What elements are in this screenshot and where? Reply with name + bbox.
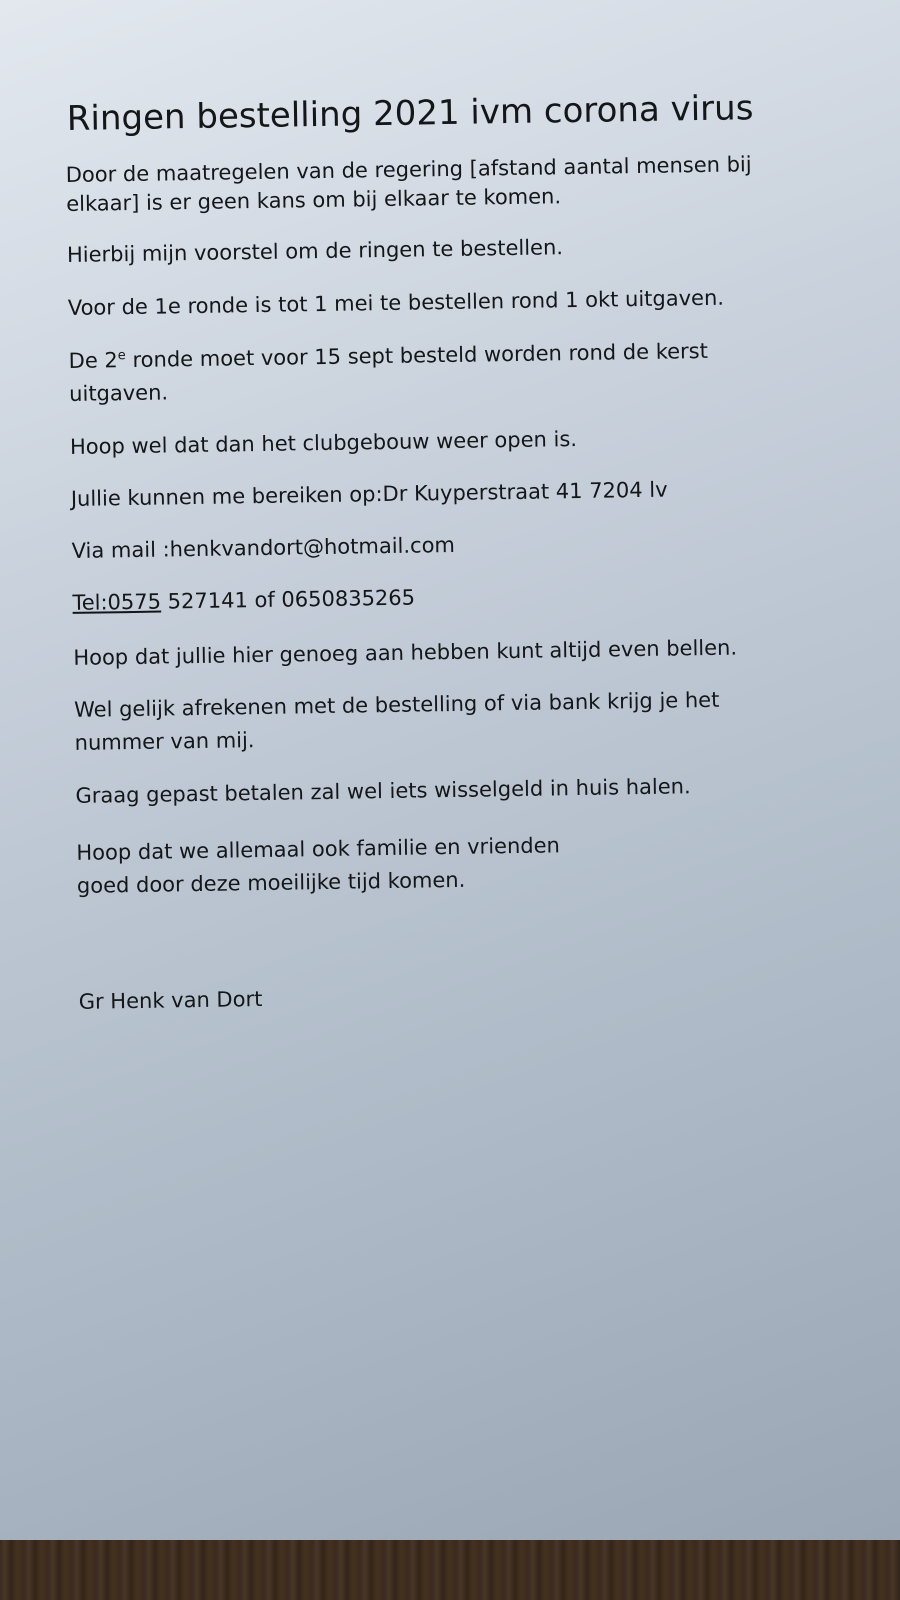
paragraph-line: Hoop wel dat dan het clubgebouw weer open is. [69, 426, 578, 459]
round-prefix: De 2 [68, 348, 119, 373]
round-text: ronde moet voor 15 sept besteld worden rond de kerst [132, 338, 709, 372]
paragraph-line: Wel gelijk afrekenen met de bestelling of via bank krijg je het [73, 687, 720, 722]
phone-numbers: 527141 of 0650835265 [160, 585, 416, 614]
phone-line [72, 580, 415, 622]
paragraph-line: Hoop dat jullie hier genoeg aan hebben kunt altijd even bellen. [73, 635, 738, 670]
paragraph-line: elkaar] is er geen kans om bij elkaar te komen. [66, 184, 562, 216]
paragraph-line: Graag gepast betalen zal wel iets wisselgeld in huis halen. [75, 774, 691, 808]
wooden-table-edge [0, 1540, 900, 1600]
paragraph-line: goed door deze moeilijke tijd komen. [76, 867, 466, 898]
signature: Gr Henk van Dort [78, 987, 263, 1014]
letter-title: Ringen bestelling 2021 ivm corona virus [66, 88, 754, 139]
address-line: Jullie kunnen me bereiken op:Dr Kuyperstraat 41 7204 lv [70, 477, 668, 511]
paragraph-line: Hierbij mijn voorstel om de ringen te bestellen. [66, 235, 564, 267]
paragraph-line [68, 333, 708, 380]
ordinal-superscript: e [117, 348, 126, 364]
phone-link[interactable]: Tel:0575 [72, 589, 162, 615]
paragraph-line: Voor de 1e ronde is tot 1 mei te bestellen rond 1 okt uitgaven. [67, 285, 725, 320]
paragraph-line: Hoop dat we allemaal ook familie en vrienden [76, 833, 561, 865]
paragraph-line: nummer van mij. [74, 728, 255, 755]
paragraph-line: uitgaven. [69, 380, 169, 406]
email-line: Via mail :henkvandort@hotmail.com [71, 532, 456, 563]
paragraph-line: Door de maatregelen van de regering [afstand aantal mensen bij [65, 152, 752, 187]
